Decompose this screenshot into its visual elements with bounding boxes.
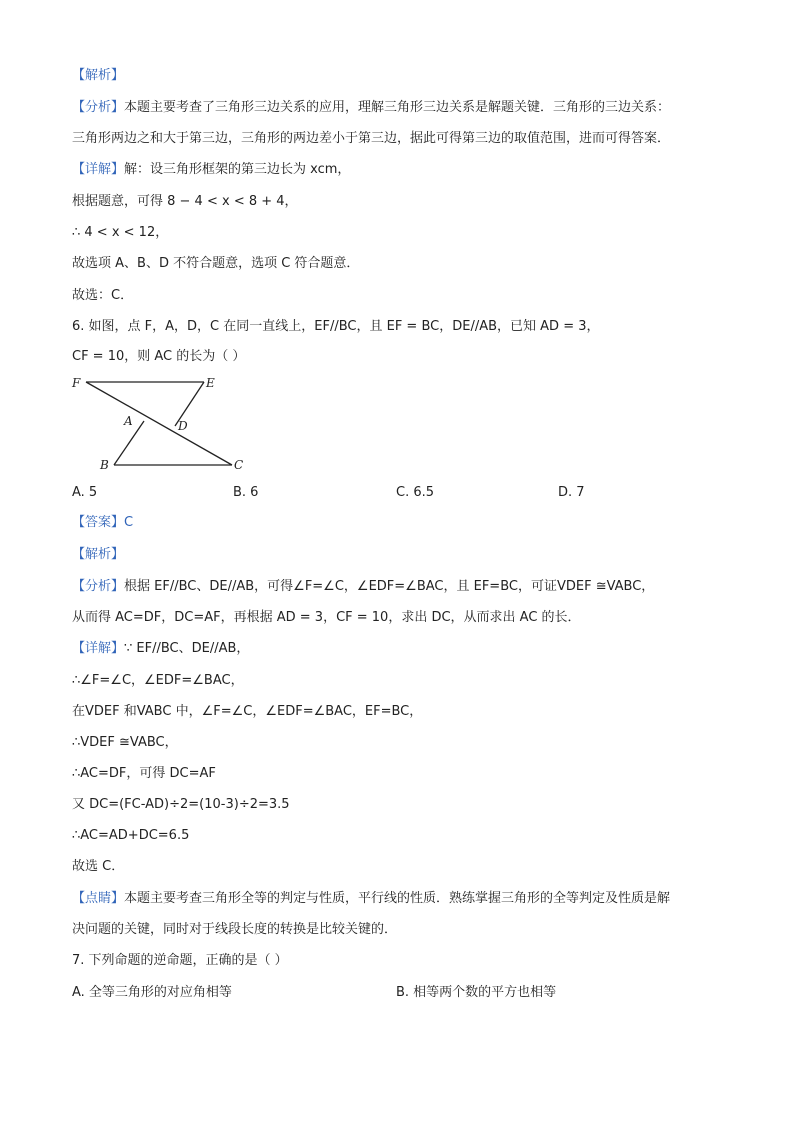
q6-xiangjie-line-5: ∴AC=DF，可得 DC=AF <box>72 766 216 781</box>
q6-fenxi-line-1 <box>72 577 654 597</box>
fenxi-line-2: 三角形两边之和大于第三边，三角形的两边差小于第三边，据此可得第三边的取值范围，进而可得答案． <box>72 131 671 146</box>
q6-xiangjie-line-6: 又 DC=(FC-AD)÷2=(10-3)÷2=3.5 <box>72 797 290 812</box>
label-f: F <box>72 376 81 390</box>
q6-jiexi-heading: 【解析】 <box>72 547 125 562</box>
q6-stem-2: CF = 10，则 AC 的长为（ ） <box>72 349 246 364</box>
solution-line-c: 故选项 A、B、D 不符合题意，选项 C 符合题意． <box>72 256 360 271</box>
q6-fenxi-text-1: 根据 EF//BC、DE//AB，可得∠F=∠C，∠EDF=∠BAC，且 EF=BC，可证VDEF ≅VABC， <box>124 579 655 594</box>
q6-dianjing-line-2: 决问题的关键，同时对于线段长度的转换是比较关键的． <box>72 922 398 937</box>
q6-fenxi-tag: 【分析】 <box>72 579 125 594</box>
q7-stem: 7. 下列命题的逆命题，正确的是（ ） <box>72 953 288 968</box>
q6-option-b: B. 6 <box>233 485 259 500</box>
fenxi-text-1: 本题主要考查了三角形三边关系的应用，理解三角形三边关系是解题关键．三角形的三边关系： <box>124 100 671 115</box>
q6-fenxi-line-2: 从而得 AC=DF，DC=AF，再根据 AD = 3，CF = 10，求出 DC，从而求出 AC 的长． <box>72 610 581 625</box>
q6-answer <box>72 513 133 533</box>
q6-geometry-figure <box>60 370 260 480</box>
q6-option-c: C. 6.5 <box>396 485 435 500</box>
label-e: E <box>206 376 215 390</box>
solution-line-d: 故选：C． <box>72 288 134 303</box>
xiangjie-text-1: 解：设三角形框架的第三边长为 xcm， <box>124 162 351 177</box>
q6-xiangjie-line-2: ∴∠F=∠C，∠EDF=∠BAC， <box>72 673 244 688</box>
solution-line-b: ∴ 4 < x < 12， <box>72 225 169 240</box>
q6-xiangjie-line-8: 故选 C． <box>72 859 125 874</box>
q6-xiangjie-line-1 <box>72 639 249 659</box>
q6-option-d: D. 7 <box>558 485 585 500</box>
q6-xiangjie-tag: 【详解】 <box>72 641 125 656</box>
q6-option-a: A. 5 <box>72 485 98 500</box>
label-c: C <box>234 458 244 472</box>
label-d: D <box>178 419 188 433</box>
xiangjie-line-1 <box>72 160 350 180</box>
q6-dianjing-line-1 <box>72 889 670 909</box>
q7-option-b: B. 相等两个数的平方也相等 <box>396 985 557 1000</box>
q6-dianjing-tag: 【点睛】 <box>72 891 125 906</box>
q6-stem-1: 6. 如图，点 F，A，D，C 在同一直线上，EF//BC，且 EF = BC，DE//AB，已知 AD = 3， <box>72 319 600 334</box>
fenxi-line-1 <box>72 98 670 118</box>
segment-fc <box>86 382 232 465</box>
answer-text: 【答案】C <box>72 515 134 530</box>
q6-xiangjie-line-3: 在VDEF 和VABC 中，∠F=∠C，∠EDF=∠BAC，EF=BC， <box>72 704 423 719</box>
q6-xiangjie-line-7: ∴AC=AD+DC=6.5 <box>72 828 190 843</box>
label-b: B <box>100 458 109 472</box>
q6-xiangjie-line-4: ∴VDEF ≅VABC， <box>72 735 178 750</box>
q6-xiangjie-text-1: ∵ EF//BC、DE//AB， <box>124 641 250 656</box>
xiangjie-tag: 【详解】 <box>72 162 125 177</box>
solution-line-a: 根据题意，可得 8 − 4 < x < 8 + 4， <box>72 194 298 209</box>
q6-dianjing-text-1: 本题主要考查三角形全等的判定与性质，平行线的性质．熟练掌握三角形的全等判定及性质是解 <box>124 891 671 906</box>
q7-option-a: A. 全等三角形的对应角相等 <box>72 985 232 1000</box>
fenxi-tag: 【分析】 <box>72 100 125 115</box>
label-a: A <box>124 414 133 428</box>
jiexi-heading: 【解析】 <box>72 68 125 83</box>
